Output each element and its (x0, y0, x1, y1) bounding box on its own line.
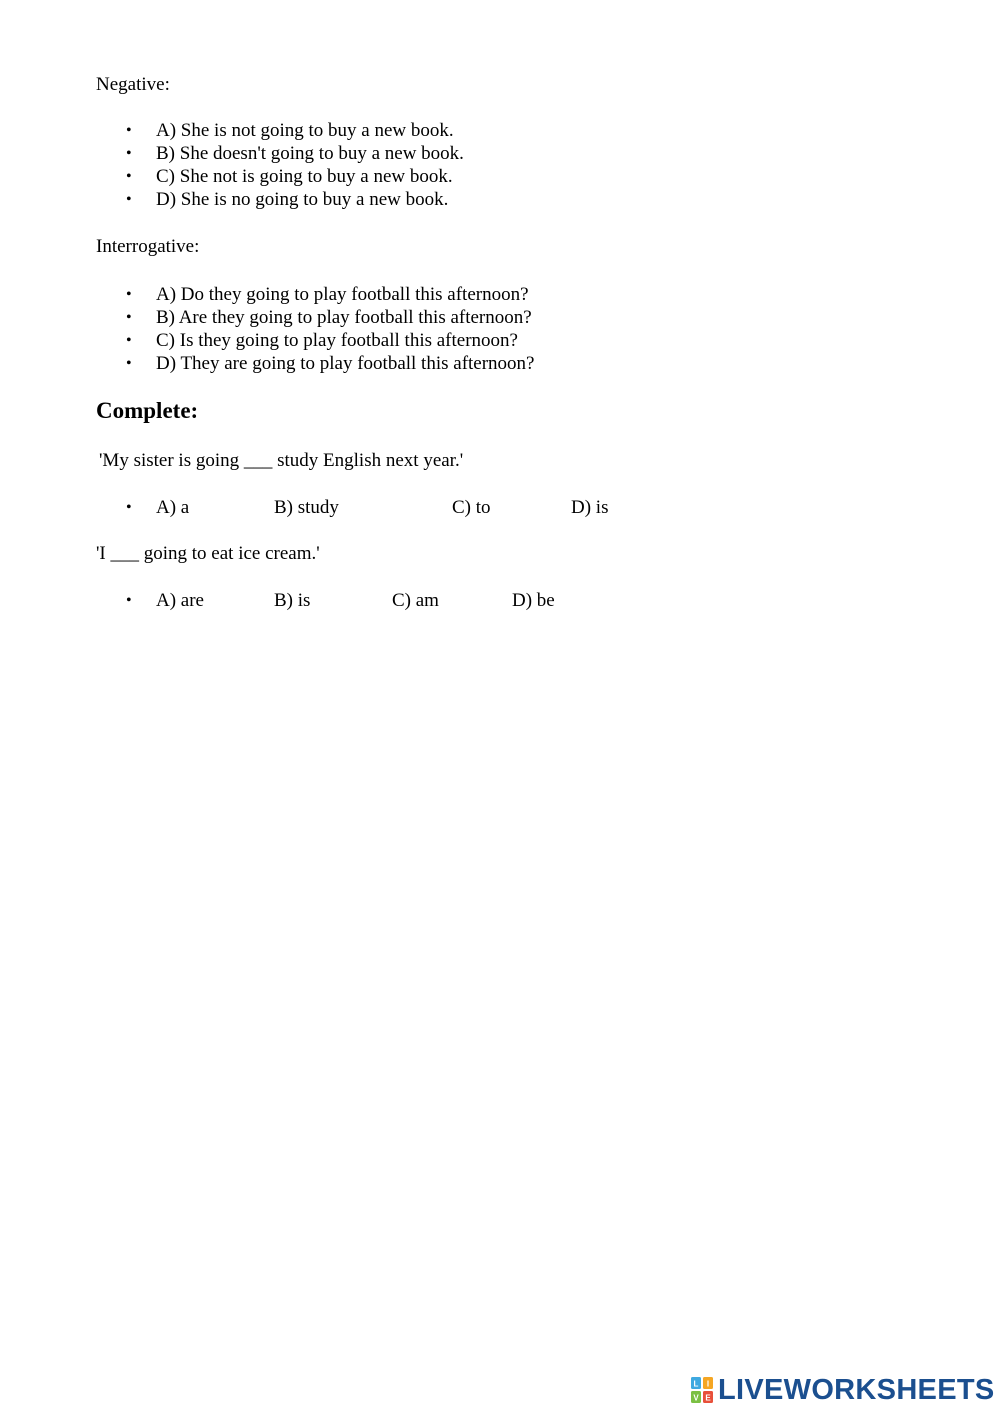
logo-text: LIVEWORKSHEETS (718, 1374, 995, 1406)
option-text: A) are (156, 590, 204, 611)
option-text: A) a (156, 497, 190, 518)
bullet-icon: • (126, 286, 132, 303)
option-text: D) is (571, 497, 609, 518)
svg-text:V: V (693, 1393, 699, 1403)
bullet-icon: • (126, 499, 132, 516)
option-text: C) She not is going to buy a new book. (156, 166, 453, 187)
option-text: B) Are they going to play football this afternoon? (156, 307, 532, 328)
bullet-icon: • (126, 145, 132, 162)
option-text: B) is (274, 590, 311, 611)
question-sentence: 'I ___ going to eat ice cream.' (96, 543, 320, 564)
bullet-icon: • (126, 191, 132, 208)
bullet-icon: • (126, 592, 132, 609)
option-text: B) study (274, 497, 339, 518)
option-text: D) be (512, 590, 555, 611)
list-item (0, 589, 1000, 612)
complete-heading: Complete: (96, 398, 199, 423)
svg-text:E: E (705, 1393, 711, 1403)
liveworksheets-logo (690, 1372, 995, 1408)
option-text: C) Is they going to play football this afternoon? (156, 330, 518, 351)
liveworksheets-logo-icon (690, 1376, 714, 1404)
negative-label: Negative: (96, 74, 170, 95)
bullet-icon: • (126, 122, 132, 139)
interrogative-label: Interrogative: (96, 236, 200, 257)
svg-text:L: L (693, 1379, 699, 1389)
option-text: C) to (452, 497, 491, 518)
svg-text:I: I (706, 1379, 710, 1389)
option-text: B) She doesn't going to buy a new book. (156, 143, 464, 164)
bullet-icon: • (126, 309, 132, 326)
option-text: A) She is not going to buy a new book. (156, 120, 454, 141)
list-item (0, 496, 1000, 519)
bullet-icon: • (126, 332, 132, 349)
bullet-icon: • (126, 355, 132, 372)
question-options-row (0, 589, 1000, 612)
bullet-icon: • (126, 168, 132, 185)
option-text: C) am (392, 590, 439, 611)
option-text: A) Do they going to play football this afternoon? (156, 284, 529, 305)
question-sentence: 'My sister is going ___ study English next year.' (99, 450, 464, 471)
question-options-row (0, 496, 1000, 519)
option-text: D) They are going to play football this afternoon? (156, 353, 535, 374)
option-text: D) She is no going to buy a new book. (156, 189, 449, 210)
